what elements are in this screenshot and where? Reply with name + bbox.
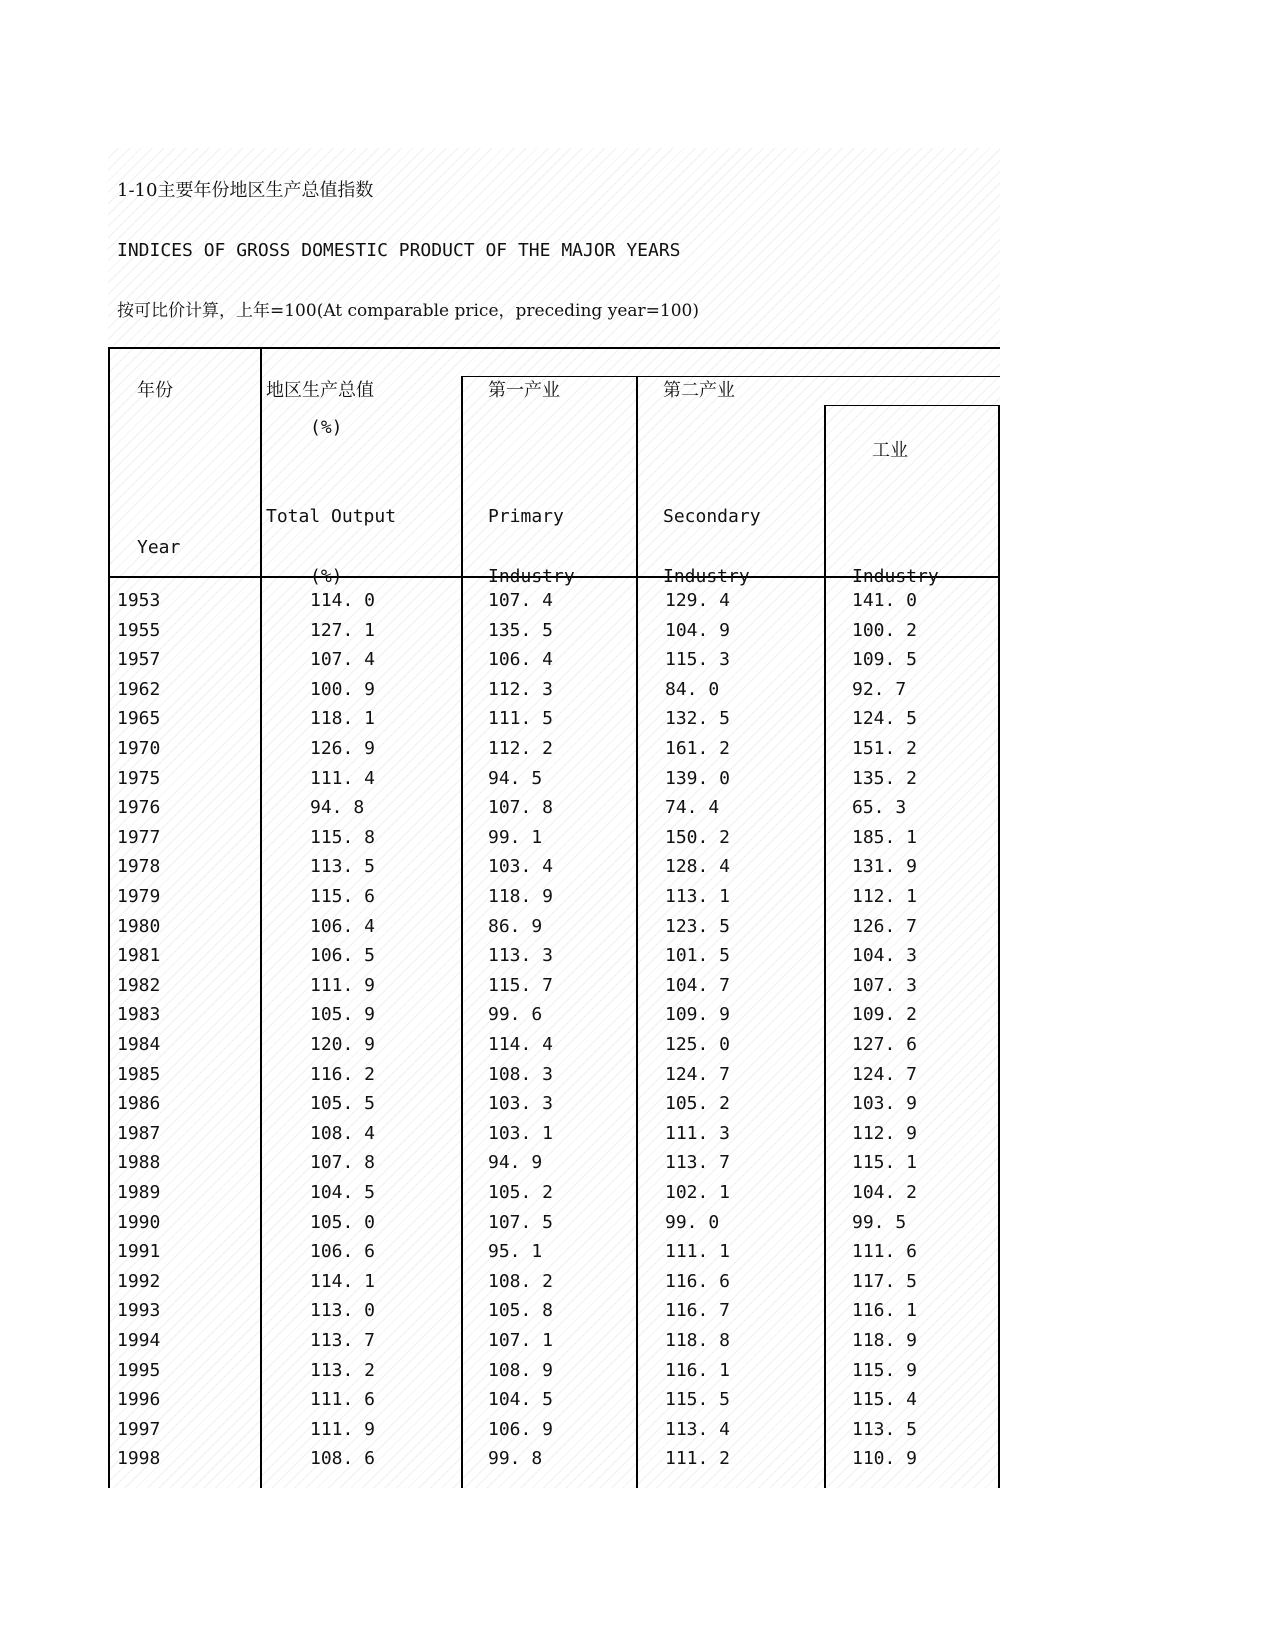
cell-secondary-industry: 74. 4 (665, 797, 720, 819)
cell-secondary-industry: 84. 0 (665, 678, 720, 700)
cell-total-output: 105. 5 (310, 1093, 376, 1115)
cell-total-output: 114. 1 (310, 1270, 376, 1292)
cell-year: 1997 (117, 1418, 161, 1440)
table-row (0, 1089, 1275, 1119)
table-row (0, 793, 1275, 823)
cell-year: 1981 (117, 945, 161, 967)
cell-primary-industry: 103. 3 (488, 1093, 554, 1115)
cell-secondary-industry: 116. 6 (665, 1270, 731, 1292)
cell-industry: 104. 2 (852, 1182, 918, 1203)
cell-primary-industry: 104. 5 (488, 1389, 554, 1411)
cell-total-output: 105. 0 (310, 1211, 376, 1233)
cell-industry: 103. 9 (852, 1093, 918, 1115)
cell-industry: 92. 7 (852, 678, 907, 700)
header-industry-en: Industry (852, 566, 939, 587)
cell-primary-industry: 99. 8 (488, 1448, 543, 1470)
header-group-line (462, 376, 1000, 377)
cell-secondary-industry: 125. 0 (665, 1034, 731, 1055)
cell-industry: 126. 7 (852, 915, 918, 937)
cell-secondary-industry: 116. 1 (665, 1359, 731, 1381)
cell-year: 1989 (117, 1182, 161, 1203)
cell-primary-industry: 115. 7 (488, 974, 554, 996)
cell-primary-industry: 108. 3 (488, 1063, 554, 1085)
cell-total-output: 105. 9 (310, 1004, 376, 1026)
cell-total-output: 108. 6 (310, 1448, 376, 1470)
cell-year: 1990 (117, 1211, 161, 1233)
cell-total-output: 100. 9 (310, 678, 376, 700)
cell-total-output: 113. 5 (310, 856, 376, 878)
header-total-unit-bottom: (%) (310, 566, 343, 587)
cell-primary-industry: 99. 6 (488, 1004, 543, 1026)
cell-secondary-industry: 113. 1 (665, 886, 731, 907)
cell-industry: 113. 5 (852, 1418, 918, 1440)
header-secondary-en2: Industry (663, 566, 750, 587)
cell-primary-industry: 111. 5 (488, 708, 554, 730)
header-secondary-en1: Secondary (663, 506, 761, 527)
cell-total-output: 111. 6 (310, 1389, 376, 1411)
cell-total-output: 113. 7 (310, 1330, 376, 1351)
header-year-en: Year (137, 537, 181, 558)
cell-secondary-industry: 123. 5 (665, 915, 731, 937)
cell-secondary-industry: 111. 1 (665, 1241, 731, 1263)
table-row (0, 941, 1275, 971)
cell-industry: 118. 9 (852, 1330, 918, 1351)
cell-total-output: 94. 8 (310, 797, 365, 819)
cell-primary-industry: 103. 1 (488, 1122, 554, 1144)
cell-industry: 117. 5 (852, 1270, 918, 1292)
cell-industry: 127. 6 (852, 1034, 918, 1055)
cell-total-output: 120. 9 (310, 1034, 376, 1055)
table-row (0, 1148, 1275, 1178)
cell-year: 1995 (117, 1359, 161, 1381)
table-row (0, 1267, 1275, 1297)
cell-total-output: 115. 8 (310, 826, 376, 848)
header-total-cn: 地区生产总值 (266, 380, 374, 401)
cell-total-output: 104. 5 (310, 1182, 376, 1203)
cell-secondary-industry: 129. 4 (665, 590, 731, 611)
cell-primary-industry: 107. 5 (488, 1211, 554, 1233)
cell-year: 1992 (117, 1270, 161, 1292)
cell-secondary-industry: 104. 7 (665, 974, 731, 996)
cell-total-output: 106. 4 (310, 915, 376, 937)
table-row (0, 1326, 1275, 1356)
table-top-border (108, 347, 1000, 349)
cell-year: 1965 (117, 708, 161, 730)
cell-total-output: 113. 2 (310, 1359, 376, 1381)
cell-industry: 107. 3 (852, 974, 918, 996)
table-row (0, 586, 1275, 616)
table-row (0, 1030, 1275, 1060)
cell-year: 1957 (117, 649, 161, 671)
header-primary-en2: Industry (488, 566, 575, 587)
cell-primary-industry: 99. 1 (488, 826, 543, 848)
cell-year: 1993 (117, 1300, 161, 1322)
cell-primary-industry: 107. 8 (488, 797, 554, 819)
cell-primary-industry: 118. 9 (488, 886, 554, 907)
cell-industry: 116. 1 (852, 1300, 918, 1322)
cell-year: 1988 (117, 1152, 161, 1174)
header-total-en: Total Output (266, 506, 397, 527)
table-row (0, 616, 1275, 646)
table-row (0, 1237, 1275, 1267)
cell-total-output: 127. 1 (310, 619, 376, 641)
cell-industry: 115. 4 (852, 1389, 918, 1411)
cell-secondary-industry: 124. 7 (665, 1063, 731, 1085)
cell-total-output: 116. 2 (310, 1063, 376, 1085)
table-row (0, 1000, 1275, 1030)
cell-industry: 151. 2 (852, 738, 918, 759)
cell-year: 1975 (117, 767, 161, 789)
cell-industry: 65. 3 (852, 797, 907, 819)
table-title-en: INDICES OF GROSS DOMESTIC PRODUCT OF THE MAJOR YEARS (117, 240, 681, 261)
cell-primary-industry: 95. 1 (488, 1241, 543, 1263)
cell-year: 1962 (117, 678, 161, 700)
cell-primary-industry: 103. 4 (488, 856, 554, 878)
cell-primary-industry: 113. 3 (488, 945, 554, 967)
cell-primary-industry: 94. 5 (488, 767, 543, 789)
cell-industry: 115. 9 (852, 1359, 918, 1381)
cell-secondary-industry: 113. 4 (665, 1418, 731, 1440)
cell-industry: 104. 3 (852, 945, 918, 967)
cell-primary-industry: 94. 9 (488, 1152, 543, 1174)
table-row (0, 1385, 1275, 1415)
cell-year: 1979 (117, 886, 161, 907)
table-row (0, 645, 1275, 675)
cell-primary-industry: 135. 5 (488, 619, 554, 641)
cell-industry: 115. 1 (852, 1152, 918, 1174)
cell-year: 1953 (117, 590, 161, 611)
cell-total-output: 106. 5 (310, 945, 376, 967)
table-row (0, 823, 1275, 853)
cell-total-output: 118. 1 (310, 708, 376, 730)
table-row (0, 882, 1275, 912)
table-row (0, 675, 1275, 705)
cell-year: 1998 (117, 1448, 161, 1470)
cell-primary-industry: 105. 8 (488, 1300, 554, 1322)
cell-industry: 109. 2 (852, 1004, 918, 1026)
cell-industry: 124. 5 (852, 708, 918, 730)
industry-subheader-line (824, 405, 1000, 406)
cell-secondary-industry: 113. 7 (665, 1152, 731, 1174)
cell-secondary-industry: 111. 2 (665, 1448, 731, 1470)
cell-total-output: 113. 0 (310, 1300, 376, 1322)
table-row (0, 852, 1275, 882)
header-primary-cn: 第一产业 (488, 380, 560, 401)
table-row (0, 912, 1275, 942)
cell-industry: 99. 5 (852, 1211, 907, 1233)
cell-secondary-industry: 105. 2 (665, 1093, 731, 1115)
cell-total-output: 126. 9 (310, 738, 376, 759)
cell-total-output: 115. 6 (310, 886, 376, 907)
cell-industry: 111. 6 (852, 1241, 918, 1263)
cell-secondary-industry: 132. 5 (665, 708, 731, 730)
cell-secondary-industry: 109. 9 (665, 1004, 731, 1026)
cell-year: 1976 (117, 797, 161, 819)
cell-primary-industry: 106. 4 (488, 649, 554, 671)
cell-year: 1978 (117, 856, 161, 878)
header-industry-cn: 工业 (872, 440, 908, 461)
cell-secondary-industry: 101. 5 (665, 945, 731, 967)
cell-year: 1991 (117, 1241, 161, 1263)
cell-total-output: 107. 4 (310, 649, 376, 671)
table-row (0, 1178, 1275, 1208)
table-row (0, 971, 1275, 1001)
cell-secondary-industry: 150. 2 (665, 826, 731, 848)
cell-secondary-industry: 115. 5 (665, 1389, 731, 1411)
cell-secondary-industry: 102. 1 (665, 1182, 731, 1203)
cell-total-output: 111. 9 (310, 974, 376, 996)
cell-year: 1985 (117, 1063, 161, 1085)
table-row (0, 1119, 1275, 1149)
cell-year: 1980 (117, 915, 161, 937)
cell-industry: 124. 7 (852, 1063, 918, 1085)
table-row (0, 734, 1275, 764)
cell-industry: 141. 0 (852, 590, 918, 611)
cell-primary-industry: 86. 9 (488, 915, 543, 937)
cell-industry: 112. 1 (852, 886, 918, 907)
header-primary-en1: Primary (488, 506, 564, 527)
cell-industry: 100. 2 (852, 619, 918, 641)
header-total-unit-top: (%) (310, 417, 343, 438)
cell-year: 1955 (117, 619, 161, 641)
table-row (0, 1060, 1275, 1090)
table-title-cn: 1-10主要年份地区生产总值指数 (117, 180, 374, 201)
header-secondary-cn: 第二产业 (663, 380, 735, 401)
cell-year: 1996 (117, 1389, 161, 1411)
cell-primary-industry: 105. 2 (488, 1182, 554, 1203)
cell-secondary-industry: 115. 3 (665, 649, 731, 671)
table-row (0, 764, 1275, 794)
cell-secondary-industry: 99. 0 (665, 1211, 720, 1233)
cell-industry: 110. 9 (852, 1448, 918, 1470)
cell-industry: 112. 9 (852, 1122, 918, 1144)
table-row (0, 1444, 1275, 1474)
table-subtitle: 按可比价计算，上年=100(At comparable price，preceding year=100) (117, 301, 699, 321)
cell-total-output: 108. 4 (310, 1122, 376, 1144)
cell-total-output: 111. 4 (310, 767, 376, 789)
cell-primary-industry: 107. 1 (488, 1330, 554, 1351)
cell-total-output: 111. 9 (310, 1418, 376, 1440)
cell-total-output: 114. 0 (310, 590, 376, 611)
cell-secondary-industry: 118. 8 (665, 1330, 731, 1351)
cell-secondary-industry: 116. 7 (665, 1300, 731, 1322)
cell-total-output: 106. 6 (310, 1241, 376, 1263)
cell-primary-industry: 108. 2 (488, 1270, 554, 1292)
cell-secondary-industry: 161. 2 (665, 738, 731, 759)
table-row (0, 704, 1275, 734)
cell-primary-industry: 106. 9 (488, 1418, 554, 1440)
header-year-cn: 年份 (137, 380, 173, 401)
cell-year: 1984 (117, 1034, 161, 1055)
cell-primary-industry: 112. 2 (488, 738, 554, 759)
cell-secondary-industry: 128. 4 (665, 856, 731, 878)
table-row (0, 1415, 1275, 1445)
cell-industry: 131. 9 (852, 856, 918, 878)
cell-secondary-industry: 104. 9 (665, 619, 731, 641)
cell-year: 1977 (117, 826, 161, 848)
cell-primary-industry: 114. 4 (488, 1034, 554, 1055)
table-row (0, 1296, 1275, 1326)
cell-year: 1994 (117, 1330, 161, 1351)
cell-year: 1982 (117, 974, 161, 996)
cell-total-output: 107. 8 (310, 1152, 376, 1174)
cell-year: 1987 (117, 1122, 161, 1144)
cell-industry: 109. 5 (852, 649, 918, 671)
cell-primary-industry: 107. 4 (488, 590, 554, 611)
cell-industry: 185. 1 (852, 826, 918, 848)
cell-industry: 135. 2 (852, 767, 918, 789)
cell-primary-industry: 112. 3 (488, 678, 554, 700)
cell-year: 1970 (117, 738, 161, 759)
cell-secondary-industry: 111. 3 (665, 1122, 731, 1144)
table-row (0, 1208, 1275, 1238)
table-row (0, 1356, 1275, 1386)
cell-year: 1986 (117, 1093, 161, 1115)
cell-year: 1983 (117, 1004, 161, 1026)
cell-primary-industry: 108. 9 (488, 1359, 554, 1381)
cell-secondary-industry: 139. 0 (665, 767, 731, 789)
